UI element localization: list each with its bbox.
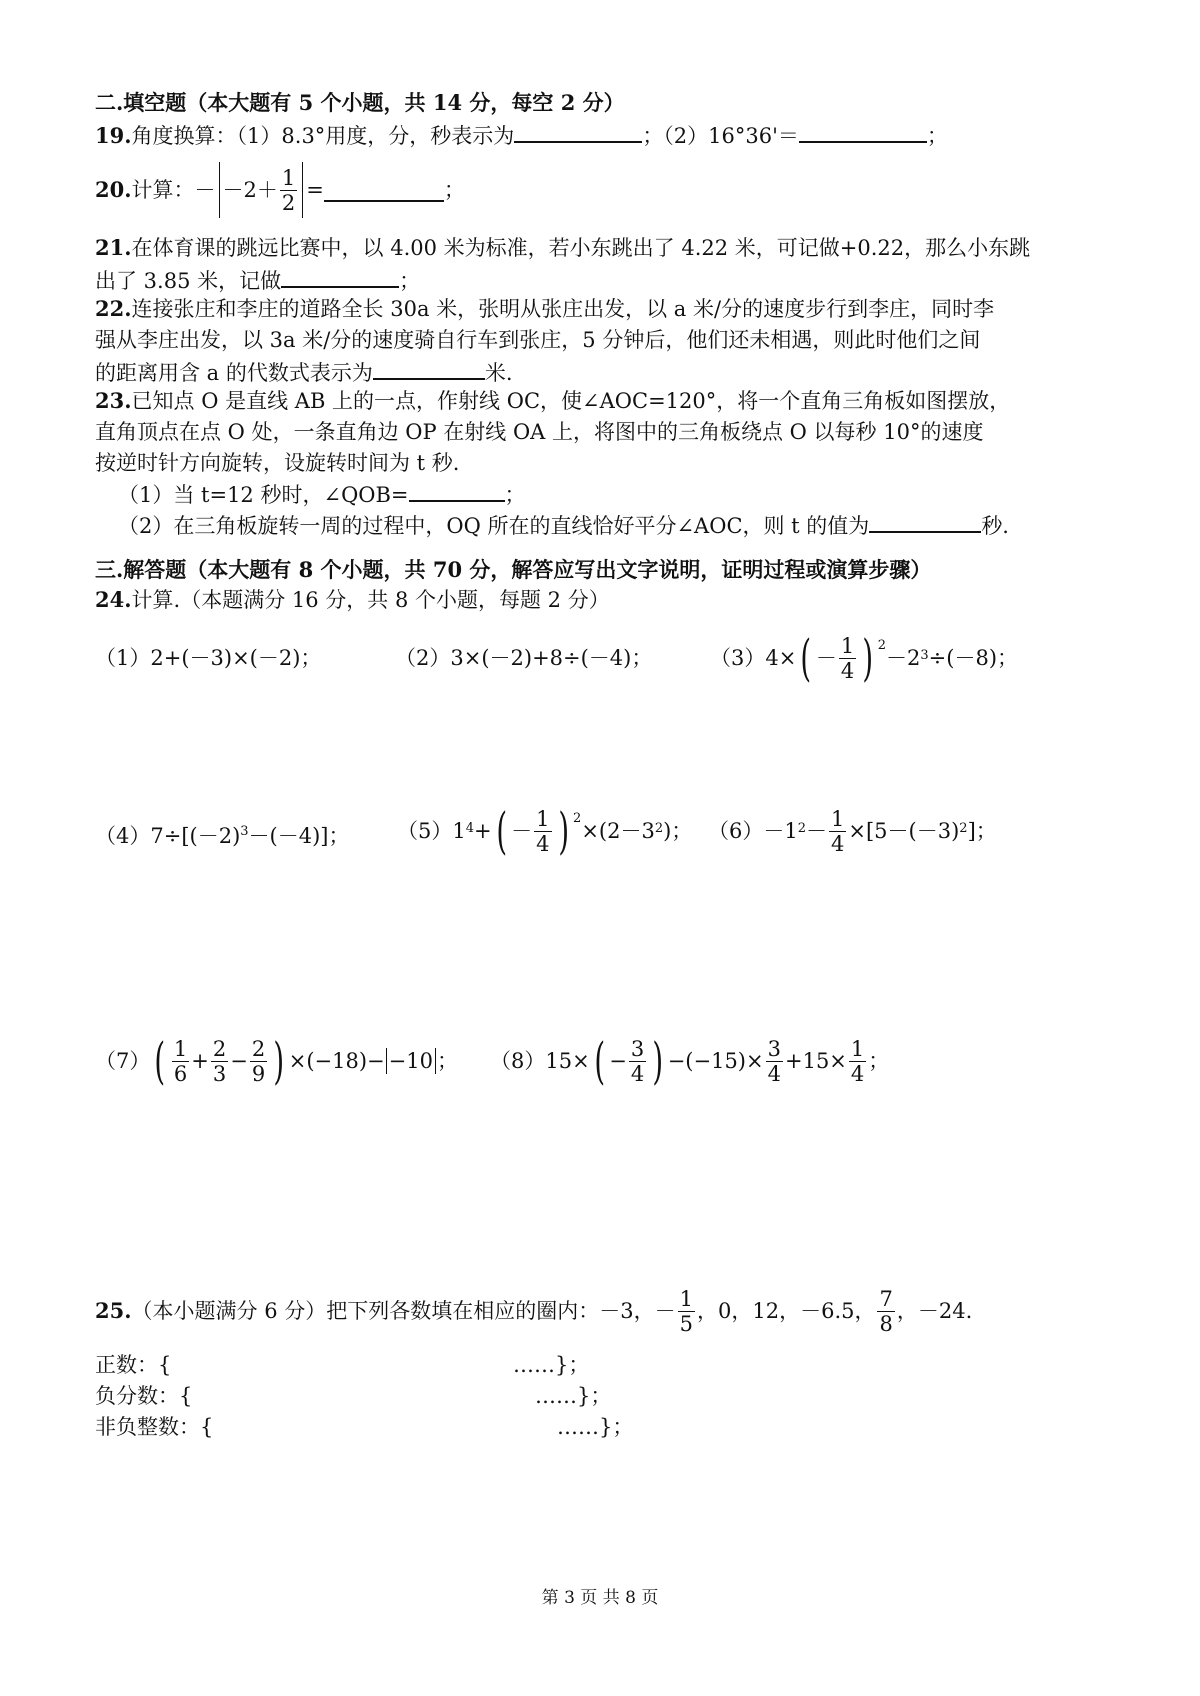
exponent: 4 xyxy=(465,821,475,836)
fraction xyxy=(534,807,551,856)
negative-fractions-label: 负分数：{ xyxy=(95,1384,193,1408)
q24-problem-7 xyxy=(95,1028,458,1094)
semicolon: ； xyxy=(868,1049,890,1073)
answer-blank[interactable] xyxy=(281,264,399,288)
q22-text: 连接张庄和李庄的道路全长 30a 米，张明从张庄出发，以 a 米/分的速度步行到李庄，同时李 xyxy=(131,297,995,321)
numerator: 1 xyxy=(840,633,855,658)
denominator: 3 xyxy=(212,1061,227,1086)
question-23-part-2 xyxy=(118,509,1009,541)
numerator: 1 xyxy=(850,1036,865,1061)
fraction xyxy=(766,1037,783,1086)
semicolon: ； xyxy=(504,483,526,507)
question-number: 25. xyxy=(95,1298,132,1323)
numerator: 1 xyxy=(281,165,296,190)
nonneg-integers-label: 非负整数：{ xyxy=(95,1415,214,1439)
q23-part-text: （2）在三角板旋转一周的过程中，OQ 所在的直线恰好平分∠AOC，则 t 的值为 xyxy=(118,514,870,538)
q24-text: 计算.（本题满分 16 分，共 8 个小题，每题 2 分） xyxy=(131,588,610,612)
question-number: 21. xyxy=(95,235,132,260)
equals-sign: = xyxy=(306,178,324,202)
parenthesized-fraction: ( － $\frac{1}{4}$ ) xyxy=(800,629,874,687)
question-21-line-1 xyxy=(95,233,1030,263)
fraction xyxy=(849,1037,866,1086)
expr-text: （5）1 xyxy=(397,819,466,843)
expr-text: （7） xyxy=(95,1049,151,1073)
fraction xyxy=(678,1287,695,1336)
expr-text: ÷(－8)； xyxy=(928,646,1019,670)
answer-blank[interactable] xyxy=(324,178,444,202)
q25-text: ，0，12，－6.5， xyxy=(697,1299,876,1323)
answer-blank[interactable] xyxy=(409,478,505,502)
q19-text-b: ；（2）16°36'＝ xyxy=(642,124,799,148)
parenthesized-fraction: ( − $\frac{3}{4}$ ) xyxy=(594,1032,664,1090)
semicolon: ； xyxy=(436,1049,458,1073)
question-22-line-1 xyxy=(95,294,994,324)
denominator: 4 xyxy=(840,658,855,683)
expr-text: −(−15)× xyxy=(667,1049,764,1073)
fraction xyxy=(211,1037,228,1086)
q23-text: 已知点 O 是直线 AB 上的一点，作射线 OC，使∠AOC=120°，将一个直角三角板如图摆放， xyxy=(131,389,1011,413)
answer-blank[interactable] xyxy=(799,119,927,143)
denominator: 8 xyxy=(879,1311,893,1336)
exponent: 3 xyxy=(920,648,929,663)
fraction xyxy=(839,634,856,683)
minus-sign: － xyxy=(511,819,533,843)
page-footer: 第 3 页 共 8 页 xyxy=(541,1588,659,1608)
fraction xyxy=(172,1037,189,1086)
numerator: 2 xyxy=(212,1036,227,1061)
q24-problem-6 xyxy=(708,798,997,864)
minus-sign: − xyxy=(609,1049,627,1073)
semicolon: ； xyxy=(399,269,421,293)
q22-text: 的距离用含 a 的代数式表示为 xyxy=(95,361,373,385)
expr-text: －2 xyxy=(886,646,921,670)
q24-problem-3 xyxy=(710,625,1018,691)
numerator: 3 xyxy=(767,1036,781,1061)
minus-sign: － xyxy=(806,819,828,843)
absolute-value-expression xyxy=(219,162,304,218)
question-20 xyxy=(95,160,465,220)
semicolon: ； xyxy=(443,178,465,202)
q21-text: 出了 3.85 米，记做 xyxy=(95,269,282,293)
q20-text-a: 计算：－ xyxy=(131,178,216,202)
expr-text: )； xyxy=(663,819,693,843)
expr-text: ]； xyxy=(967,819,997,843)
section-3-title: 三.解答题（本大题有 8 个小题，共 70 分，解答应写出文字说明，证明过程或演算步骤） xyxy=(95,557,932,582)
numerator: 2 xyxy=(251,1036,266,1061)
expr-text: + xyxy=(474,819,492,843)
q24-problem-4 xyxy=(95,817,350,851)
exponent: 2 xyxy=(797,821,807,836)
numerator: 1 xyxy=(831,806,845,831)
expr-text: （3）4× xyxy=(710,646,797,670)
unit-text: 米. xyxy=(484,361,513,385)
fraction xyxy=(629,1037,646,1086)
question-22-line-3 xyxy=(95,356,513,388)
q23-part-text: （1）当 t=12 秒时，∠QOB= xyxy=(118,483,409,507)
positive-numbers-end: ……}； xyxy=(513,1353,590,1377)
question-23-line-3: 按逆时针方向旋转，设旋转时间为 t 秒. xyxy=(95,451,460,475)
absolute-value: −10 xyxy=(386,1048,436,1074)
fraction xyxy=(280,166,297,215)
exponent: 2 xyxy=(654,821,664,836)
q24-problem-8 xyxy=(490,1028,889,1094)
denominator: 4 xyxy=(850,1061,865,1086)
expr-text: ×(−18)− xyxy=(288,1049,385,1073)
q19-text-a: 角度换算：（1）8.3°用度，分，秒表示为 xyxy=(131,124,515,148)
section-2-title: 二.填空题（本大题有 5 个小题，共 14 分，每空 2 分） xyxy=(95,90,625,115)
expr-text: ×(2－3 xyxy=(581,819,655,843)
exponent: 2 xyxy=(959,821,968,836)
question-number: 20. xyxy=(95,177,132,202)
denominator: 4 xyxy=(536,831,550,856)
question-number: 24. xyxy=(95,587,132,612)
numerator: 3 xyxy=(630,1036,645,1061)
question-19 xyxy=(95,119,948,151)
question-23-part-1 xyxy=(118,478,526,510)
exponent: 3 xyxy=(240,824,249,839)
denominator: 2 xyxy=(281,190,296,215)
numerator: 7 xyxy=(879,1286,893,1311)
denominator: 4 xyxy=(630,1061,645,1086)
answer-blank[interactable] xyxy=(373,356,485,380)
plus-sign: + xyxy=(191,1049,209,1073)
denominator: 9 xyxy=(251,1061,266,1086)
fraction xyxy=(877,1287,894,1336)
expr-text: －(－4)]； xyxy=(248,824,350,848)
expr-text: （4）7÷[(－2) xyxy=(95,824,241,848)
denominator: 4 xyxy=(767,1061,781,1086)
question-number: 23. xyxy=(95,388,132,413)
numerator: 1 xyxy=(536,806,550,831)
q24-problem-1: （1）2+(－3)×(－2)； xyxy=(95,646,322,670)
numerator: 1 xyxy=(173,1036,188,1061)
question-25-head xyxy=(95,1278,972,1344)
numerator: 1 xyxy=(679,1286,693,1311)
parenthesized-fraction: ( － $\frac{1}{4}$ ) xyxy=(496,802,569,860)
q25-text: （本小题满分 6 分）把下列各数填在相应的圈内：－3，－ xyxy=(131,1299,676,1323)
q19-text-c: ； xyxy=(926,124,948,148)
answer-blank[interactable] xyxy=(514,119,642,143)
q25-text: ，－24. xyxy=(896,1299,973,1323)
exponent: 2 xyxy=(877,638,887,653)
expr-text: +15× xyxy=(784,1049,847,1073)
negative-fractions-end: ……}； xyxy=(535,1384,612,1408)
q24-problem-2: （2）3×(－2)+8÷(－4)； xyxy=(395,646,653,670)
expr-text: －2＋ xyxy=(222,178,278,202)
question-number: 22. xyxy=(95,296,132,321)
fraction xyxy=(250,1037,267,1086)
answer-blank[interactable] xyxy=(869,509,981,533)
nonneg-integers-end: ……}； xyxy=(557,1415,634,1439)
expr-text: ×[5－(－3) xyxy=(848,819,960,843)
expr-text: （8）15× xyxy=(490,1049,590,1073)
parenthesized-expression: ( $\frac{1}{6}$ + $\frac{2}{3}$ − $\frac{2}{9}$ ) xyxy=(154,1032,285,1090)
minus-sign: － xyxy=(815,646,837,670)
question-21-line-2 xyxy=(95,264,420,296)
q21-text: 在体育课的跳远比赛中，以 4.00 米为标准，若小东跳出了 4.22 米，可记做+0.22，那么小东跳 xyxy=(131,236,1031,260)
question-23-line-2: 直角顶点在点 O 处，一条直角边 OP 在射线 OA 上，将图中的三角板绕点 O 以每秒 10°的速度 xyxy=(95,420,984,444)
denominator: 5 xyxy=(679,1311,693,1336)
exponent: 2 xyxy=(573,811,582,826)
question-22-line-2: 强从李庄出发，以 3a 米/分的速度骑自行车到张庄，5 分钟后，他们还未相遇，则此时他们之间 xyxy=(95,328,981,352)
minus-sign: − xyxy=(230,1049,248,1073)
question-23-line-1 xyxy=(95,386,1010,416)
positive-numbers-label: 正数：{ xyxy=(95,1353,172,1377)
fraction xyxy=(829,807,846,856)
denominator: 4 xyxy=(831,831,845,856)
question-24-head xyxy=(95,585,610,615)
denominator: 6 xyxy=(173,1061,188,1086)
question-number: 19. xyxy=(95,123,132,148)
expr-text: （6）－1 xyxy=(708,819,798,843)
unit-text: 秒. xyxy=(981,514,1009,538)
q24-problem-5 xyxy=(397,798,692,864)
